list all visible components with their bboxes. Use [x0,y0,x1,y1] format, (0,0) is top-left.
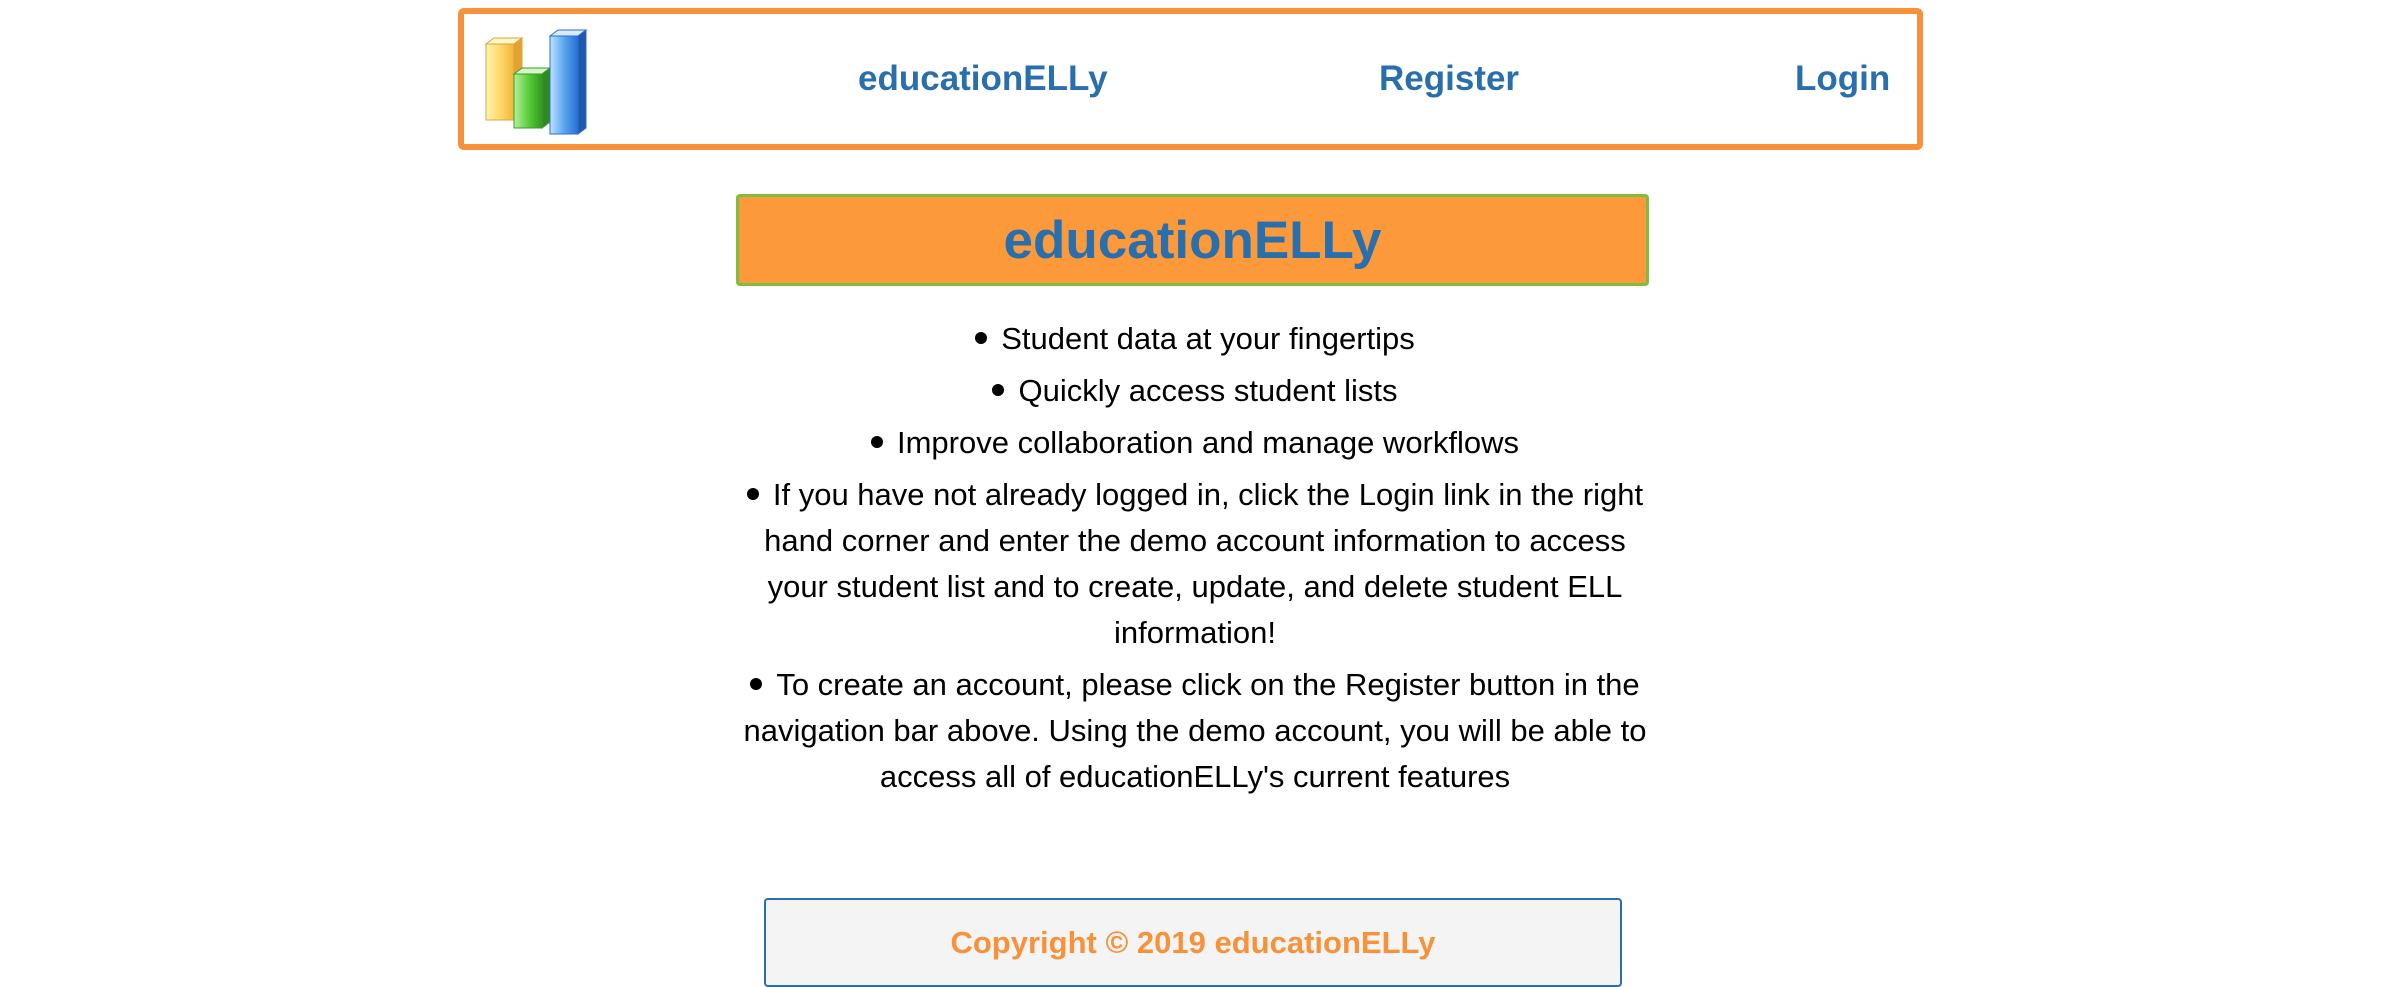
feature-text: Improve collaboration and manage workflows [896,425,1520,460]
list-item [730,662,1660,800]
list-item [730,420,1660,466]
feature-list [730,316,1660,806]
bullet-icon [747,488,759,500]
list-item [730,368,1660,414]
nav-register-link[interactable]: Register [1379,59,1520,98]
page-title: educationELLy [1003,210,1382,270]
bullet-icon [750,678,762,690]
copyright-text: Copyright © 2019 educationELLy [950,924,1436,960]
feature-text: Student data at your fingertips [1001,321,1415,356]
footer [764,898,1622,987]
list-item [730,316,1660,362]
feature-text: Quickly access student lists [1018,373,1398,408]
nav-login-link[interactable]: Login [1795,59,1891,98]
bar-chart-logo-icon[interactable] [484,28,590,138]
bullet-icon [975,332,987,344]
nav-brand-link[interactable]: educationELLy [858,59,1108,98]
list-item [730,472,1660,656]
bullet-icon [992,384,1004,396]
feature-text: If you have not already logged in, click the Login link in the right hand corner and enter the demo account information to access your student list and to create, update, and delete student ELL information! [764,477,1644,650]
bullet-icon [871,436,883,448]
navbar [458,8,1923,150]
feature-text: To create an account, please click on the Register button in the navigation bar above. Using the demo account, you will be able to access all of educationELLy's current features [743,667,1647,794]
hero-banner [736,194,1649,286]
